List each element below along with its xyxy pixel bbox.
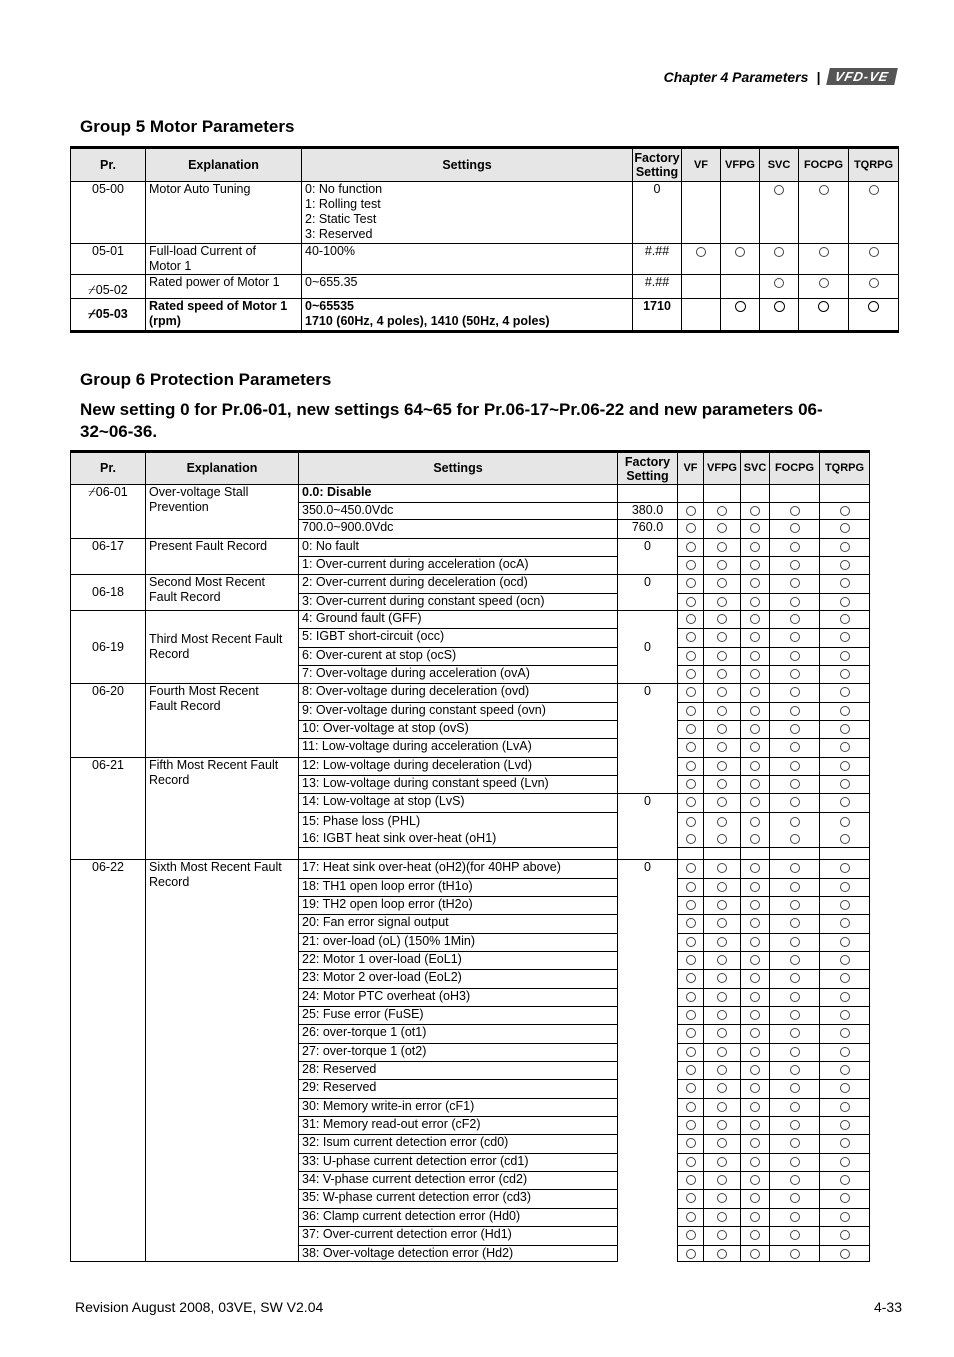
- circle-icon: [717, 1120, 727, 1130]
- circle-icon: [750, 1083, 760, 1093]
- circle-icon: [790, 834, 800, 844]
- circle-icon: [717, 973, 727, 983]
- circle-icon: [790, 900, 800, 910]
- circle-icon: [790, 1193, 800, 1203]
- col-factory-setting: Factory Setting: [633, 148, 682, 182]
- edit-mark-icon: ⌿: [88, 283, 96, 297]
- circle-icon: [717, 779, 727, 789]
- circle-icon: [790, 1120, 800, 1130]
- table-row: 9: Over-voltage during constant speed (ovn): [71, 703, 870, 721]
- circle-icon: [750, 1065, 760, 1075]
- circle-icon: [686, 669, 696, 679]
- circle-icon: [686, 1138, 696, 1148]
- circle-icon: [790, 1249, 800, 1259]
- circle-icon: [686, 1249, 696, 1259]
- table-row: 15: Phase loss (PHL) 16: IGBT heat sink over-heat (oH1): [71, 813, 870, 848]
- col-vfpg: VFPG: [721, 148, 760, 182]
- circle-icon: [790, 1083, 800, 1093]
- circle-icon: [686, 542, 696, 552]
- circle-icon: [790, 1157, 800, 1167]
- circle-icon: [840, 1083, 850, 1093]
- circle-icon: [717, 632, 727, 642]
- circle-icon: [750, 1157, 760, 1167]
- circle-icon: [717, 651, 727, 661]
- circle-icon: [840, 1010, 850, 1020]
- circle-icon: [840, 706, 850, 716]
- circle-icon: [717, 1193, 727, 1203]
- circle-icon: [774, 185, 784, 195]
- brand-logo: VFD-VE: [827, 68, 898, 85]
- circle-icon: [790, 1047, 800, 1057]
- circle-icon: [750, 1120, 760, 1130]
- circle-icon: [750, 973, 760, 983]
- circle-icon: [840, 937, 850, 947]
- circle-icon: [840, 863, 850, 873]
- table-row: 37: Over-current detection error (Hd1): [71, 1227, 870, 1246]
- circle-icon: [686, 1230, 696, 1240]
- col-focpg: FOCPG: [799, 148, 849, 182]
- table-row: 13: Low-voltage during constant speed (Lvn): [71, 776, 870, 794]
- circle-icon: [717, 918, 727, 928]
- circle-icon: [750, 578, 760, 588]
- circle-icon: [717, 560, 727, 570]
- circle-icon: [840, 1065, 850, 1075]
- circle-icon: [750, 506, 760, 516]
- circle-icon: [686, 523, 696, 533]
- circle-icon: [750, 724, 760, 734]
- col-tqrpg: TQRPG: [849, 148, 899, 182]
- circle-icon: [750, 1010, 760, 1020]
- table-row: 22: Motor 1 over-load (EoL1): [71, 952, 870, 970]
- circle-icon: [840, 1212, 850, 1222]
- circle-icon: [790, 614, 800, 624]
- table-row: 33: U-phase current detection error (cd1): [71, 1154, 870, 1172]
- circle-icon: [790, 817, 800, 827]
- circle-icon: [818, 301, 829, 312]
- table-row: 06-19 Third Most Recent Fault Record 4: Ground fault (GFF) 0: [71, 611, 870, 629]
- table-row: 31: Memory read-out error (cF2): [71, 1117, 870, 1135]
- table-row: 32: Isum current detection error (cd0): [71, 1135, 870, 1154]
- circle-icon: [696, 247, 706, 257]
- circle-icon: [840, 761, 850, 771]
- circle-icon: [868, 301, 879, 312]
- circle-icon: [869, 278, 879, 288]
- col-explanation: Explanation: [146, 148, 302, 182]
- circle-icon: [819, 247, 829, 257]
- circle-icon: [717, 834, 727, 844]
- circle-icon: [840, 578, 850, 588]
- circle-icon: [750, 918, 760, 928]
- circle-icon: [840, 882, 850, 892]
- col-pr: Pr.: [71, 148, 146, 182]
- circle-icon: [790, 955, 800, 965]
- circle-icon: [717, 706, 727, 716]
- circle-icon: [840, 669, 850, 679]
- circle-icon: [774, 301, 785, 312]
- circle-icon: [686, 882, 696, 892]
- circle-icon: [750, 560, 760, 570]
- circle-icon: [790, 542, 800, 552]
- circle-icon: [686, 1212, 696, 1222]
- circle-icon: [717, 597, 727, 607]
- circle-icon: [686, 918, 696, 928]
- circle-icon: [750, 1047, 760, 1057]
- circle-icon: [717, 1175, 727, 1185]
- circle-icon: [750, 882, 760, 892]
- circle-icon: [717, 1102, 727, 1112]
- group5-header-row: [71, 148, 899, 182]
- circle-icon: [840, 1138, 850, 1148]
- circle-icon: [686, 706, 696, 716]
- table-row: 06-20 Fourth Most Recent Fault Record 8: Over-voltage during deceleration (ovd) 0: [71, 684, 870, 703]
- circle-icon: [750, 834, 760, 844]
- circle-icon: [717, 614, 727, 624]
- circle-icon: [686, 1120, 696, 1130]
- circle-icon: [790, 742, 800, 752]
- circle-icon: [686, 1175, 696, 1185]
- circle-icon: [840, 779, 850, 789]
- circle-icon: [686, 992, 696, 1002]
- circle-icon: [840, 1175, 850, 1185]
- circle-icon: [750, 597, 760, 607]
- circle-icon: [717, 523, 727, 533]
- table-row: 38: Over-voltage detection error (Hd2): [71, 1246, 870, 1262]
- circle-icon: [790, 797, 800, 807]
- edit-mark-icon: ⌿: [88, 485, 96, 499]
- circle-icon: [790, 1028, 800, 1038]
- circle-icon: [750, 761, 760, 771]
- circle-icon: [840, 797, 850, 807]
- circle-icon: [840, 834, 850, 844]
- circle-icon: [790, 973, 800, 983]
- circle-icon: [686, 687, 696, 697]
- table-row: 11: Low-voltage during acceleration (LvA): [71, 739, 870, 758]
- table-row: ⌿06-01 Over-voltage Stall Prevention 0.0: Disable: [71, 485, 870, 503]
- circle-icon: [750, 1193, 760, 1203]
- circle-icon: [717, 1212, 727, 1222]
- circle-icon: [750, 1249, 760, 1259]
- circle-icon: [750, 1175, 760, 1185]
- circle-icon: [840, 542, 850, 552]
- table-row: 350.0~450.0Vdc 380.0: [71, 503, 870, 520]
- circle-icon: [819, 185, 829, 195]
- col-svc: SVC: [760, 148, 799, 182]
- circle-icon: [790, 1212, 800, 1222]
- table-row: 3: Over-current during constant speed (ocn): [71, 594, 870, 611]
- page-header: [664, 68, 896, 85]
- circle-icon: [686, 1065, 696, 1075]
- circle-icon: [750, 614, 760, 624]
- circle-icon: [717, 724, 727, 734]
- group5-table: [70, 146, 899, 333]
- footer-page-number: 4-33: [873, 1299, 902, 1315]
- circle-icon: [840, 597, 850, 607]
- circle-icon: [686, 651, 696, 661]
- circle-icon: [750, 706, 760, 716]
- circle-icon: [750, 1138, 760, 1148]
- circle-icon: [790, 687, 800, 697]
- circle-icon: [750, 742, 760, 752]
- group6-header-row: Pr. Explanation Settings Factory Setting VF VFPG SVC FOCPG TQRPG: [71, 452, 870, 485]
- circle-icon: [717, 1047, 727, 1057]
- circle-icon: [686, 1028, 696, 1038]
- circle-icon: [717, 687, 727, 697]
- circle-icon: [717, 882, 727, 892]
- circle-icon: [790, 578, 800, 588]
- circle-icon: [790, 560, 800, 570]
- chapter-title: Chapter 4 Parameters: [663, 68, 809, 85]
- circle-icon: [840, 992, 850, 1002]
- table-row: 34: V-phase current detection error (cd2): [71, 1172, 870, 1190]
- circle-icon: [790, 1102, 800, 1112]
- circle-icon: [750, 779, 760, 789]
- circle-icon: [686, 1157, 696, 1167]
- circle-icon: [686, 506, 696, 516]
- circle-icon: [686, 1010, 696, 1020]
- circle-icon: [686, 1083, 696, 1093]
- col-settings: Settings: [302, 148, 633, 182]
- circle-icon: [840, 1120, 850, 1130]
- circle-icon: [790, 937, 800, 947]
- circle-icon: [717, 900, 727, 910]
- table-row: 20: Fan error signal output: [71, 915, 870, 934]
- circle-icon: [750, 523, 760, 533]
- circle-icon: [686, 1193, 696, 1203]
- circle-icon: [717, 1083, 727, 1093]
- circle-icon: [790, 1010, 800, 1020]
- group6-title: Group 6 Protection Parameters: [80, 370, 332, 389]
- circle-icon: [750, 1230, 760, 1240]
- circle-icon: [790, 779, 800, 789]
- table-row: 700.0~900.0Vdc 760.0: [71, 520, 870, 539]
- circle-icon: [686, 578, 696, 588]
- circle-icon: [774, 247, 784, 257]
- circle-icon: [750, 669, 760, 679]
- circle-icon: [750, 797, 760, 807]
- circle-icon: [790, 706, 800, 716]
- circle-icon: [790, 597, 800, 607]
- circle-icon: [686, 761, 696, 771]
- table-row: 6: Over-curent at stop (ocS): [71, 648, 870, 666]
- group6-table: [70, 450, 870, 1262]
- table-row: 06-18 Second Most Recent Fault Record 2: Over-current during deceleration (ocd) 0: [71, 575, 870, 594]
- circle-icon: [840, 651, 850, 661]
- table-row: 06-21 Fifth Most Recent Fault Record 12: Low-voltage during deceleration (Lvd): [71, 758, 870, 776]
- circle-icon: [774, 278, 784, 288]
- circle-icon: [840, 724, 850, 734]
- circle-icon: [790, 761, 800, 771]
- circle-icon: [750, 1102, 760, 1112]
- table-row: 06-17 Present Fault Record 0: No fault 0: [71, 539, 870, 557]
- circle-icon: [686, 597, 696, 607]
- table-row: 05-01 Full-load Current of Motor 1 40-100% #.##: [71, 244, 899, 275]
- circle-icon: [717, 1249, 727, 1259]
- circle-icon: [750, 817, 760, 827]
- circle-icon: [840, 1193, 850, 1203]
- circle-icon: [686, 834, 696, 844]
- circle-icon: [750, 1212, 760, 1222]
- circle-icon: [840, 506, 850, 516]
- circle-icon: [717, 761, 727, 771]
- circle-icon: [840, 955, 850, 965]
- col-vf: VF: [682, 148, 721, 182]
- circle-icon: [717, 542, 727, 552]
- circle-icon: [840, 900, 850, 910]
- circle-icon: [717, 1065, 727, 1075]
- circle-icon: [750, 1028, 760, 1038]
- circle-icon: [717, 797, 727, 807]
- circle-icon: [717, 669, 727, 679]
- circle-icon: [840, 560, 850, 570]
- circle-icon: [840, 523, 850, 533]
- circle-icon: [717, 1138, 727, 1148]
- circle-icon: [840, 1028, 850, 1038]
- circle-icon: [790, 863, 800, 873]
- circle-icon: [840, 973, 850, 983]
- table-row: 21: over-load (oL) (150% 1Min): [71, 934, 870, 952]
- group6-subtitle: New setting 0 for Pr.06-01, new settings 64~65 for Pr.06-17~Pr.06-22 and new parameters 06- 32~06-36.: [80, 400, 823, 441]
- circle-icon: [869, 185, 879, 195]
- circle-icon: [840, 918, 850, 928]
- circle-icon: [686, 973, 696, 983]
- table-row: 10: Over-voltage at stop (ovS): [71, 721, 870, 739]
- circle-icon: [840, 1102, 850, 1112]
- circle-icon: [840, 632, 850, 642]
- table-row: 5: IGBT short-circuit (occ): [71, 629, 870, 648]
- table-row: 1: Over-current during acceleration (ocA): [71, 557, 870, 575]
- circle-icon: [686, 742, 696, 752]
- circle-icon: [790, 632, 800, 642]
- circle-icon: [686, 724, 696, 734]
- circle-icon: [790, 882, 800, 892]
- circle-icon: [686, 863, 696, 873]
- circle-icon: [790, 724, 800, 734]
- circle-icon: [717, 742, 727, 752]
- circle-icon: [686, 797, 696, 807]
- table-row: 24: Motor PTC overheat (oH3): [71, 989, 870, 1007]
- table-row: 27: over-torque 1 (ot2): [71, 1044, 870, 1062]
- table-row: 28: Reserved: [71, 1062, 870, 1080]
- circle-icon: [790, 669, 800, 679]
- circle-icon: [840, 1249, 850, 1259]
- circle-icon: [790, 651, 800, 661]
- circle-icon: [686, 614, 696, 624]
- table-row: 25: Fuse error (FuSE): [71, 1007, 870, 1025]
- table-row: 14: Low-voltage at stop (LvS) 0: [71, 794, 870, 813]
- circle-icon: [750, 632, 760, 642]
- circle-icon: [840, 1157, 850, 1167]
- circle-icon: [750, 687, 760, 697]
- circle-icon: [790, 1138, 800, 1148]
- circle-icon: [790, 918, 800, 928]
- circle-icon: [717, 1028, 727, 1038]
- circle-icon: [717, 1230, 727, 1240]
- table-row: 35: W-phase current detection error (cd3): [71, 1190, 870, 1209]
- circle-icon: [790, 506, 800, 516]
- circle-icon: [750, 937, 760, 947]
- circle-icon: [750, 542, 760, 552]
- circle-icon: [717, 1010, 727, 1020]
- circle-icon: [735, 301, 746, 312]
- circle-icon: [686, 779, 696, 789]
- group5-title: Group 5 Motor Parameters: [80, 117, 295, 136]
- circle-icon: [717, 578, 727, 588]
- table-row: 7: Over-voltage during acceleration (ovA): [71, 666, 870, 684]
- circle-icon: [790, 1230, 800, 1240]
- edit-mark-icon: ⌿: [88, 307, 96, 321]
- circle-icon: [790, 1175, 800, 1185]
- circle-icon: [790, 1065, 800, 1075]
- footer-revision: Revision August 2008, 03VE, SW V2.04: [75, 1299, 324, 1315]
- circle-icon: [686, 817, 696, 827]
- table-row: 05-00 Motor Auto Tuning 0: No function 1: Rolling test 2: Static Test 3: Reserved 0: [71, 182, 899, 244]
- table-row: 18: TH1 open loop error (tH1o): [71, 879, 870, 897]
- circle-icon: [717, 992, 727, 1002]
- table-row: ⌿05-03 Rated speed of Motor 1 (rpm) 0~65535 1710 (60Hz, 4 poles), 1410 (50Hz, 4 poles) 1710: [71, 299, 899, 332]
- circle-icon: [686, 632, 696, 642]
- circle-icon: [717, 506, 727, 516]
- circle-icon: [840, 817, 850, 827]
- circle-icon: [790, 523, 800, 533]
- circle-icon: [840, 687, 850, 697]
- circle-icon: [717, 817, 727, 827]
- table-row: 23: Motor 2 over-load (EoL2): [71, 970, 870, 989]
- circle-icon: [686, 1102, 696, 1112]
- circle-icon: [869, 247, 879, 257]
- circle-icon: [717, 937, 727, 947]
- table-row: 19: TH2 open loop error (tH2o): [71, 897, 870, 915]
- circle-icon: [750, 651, 760, 661]
- circle-icon: [840, 1047, 850, 1057]
- circle-icon: [686, 1047, 696, 1057]
- table-row: 26: over-torque 1 (ot1): [71, 1025, 870, 1044]
- table-row: 06-22 Sixth Most Recent Fault Record 17: Heat sink over-heat (oH2)(for 40HP above) 0: [71, 860, 870, 879]
- circle-icon: [686, 560, 696, 570]
- header-separator: |: [816, 68, 821, 85]
- circle-icon: [750, 955, 760, 965]
- table-row: 30: Memory write-in error (cF1): [71, 1099, 870, 1117]
- circle-icon: [840, 1230, 850, 1240]
- circle-icon: [686, 955, 696, 965]
- table-row: 29: Reserved: [71, 1080, 870, 1099]
- circle-icon: [717, 955, 727, 965]
- circle-icon: [686, 900, 696, 910]
- circle-icon: [686, 937, 696, 947]
- circle-icon: [819, 278, 829, 288]
- table-row: 36: Clamp current detection error (Hd0): [71, 1209, 870, 1227]
- circle-icon: [750, 900, 760, 910]
- circle-icon: [840, 614, 850, 624]
- table-row: ⌿05-02 Rated power of Motor 1 0~655.35 #.##: [71, 275, 899, 299]
- circle-icon: [717, 863, 727, 873]
- circle-icon: [750, 863, 760, 873]
- circle-icon: [750, 992, 760, 1002]
- circle-icon: [717, 1157, 727, 1167]
- circle-icon: [790, 992, 800, 1002]
- circle-icon: [840, 742, 850, 752]
- circle-icon: [735, 247, 745, 257]
